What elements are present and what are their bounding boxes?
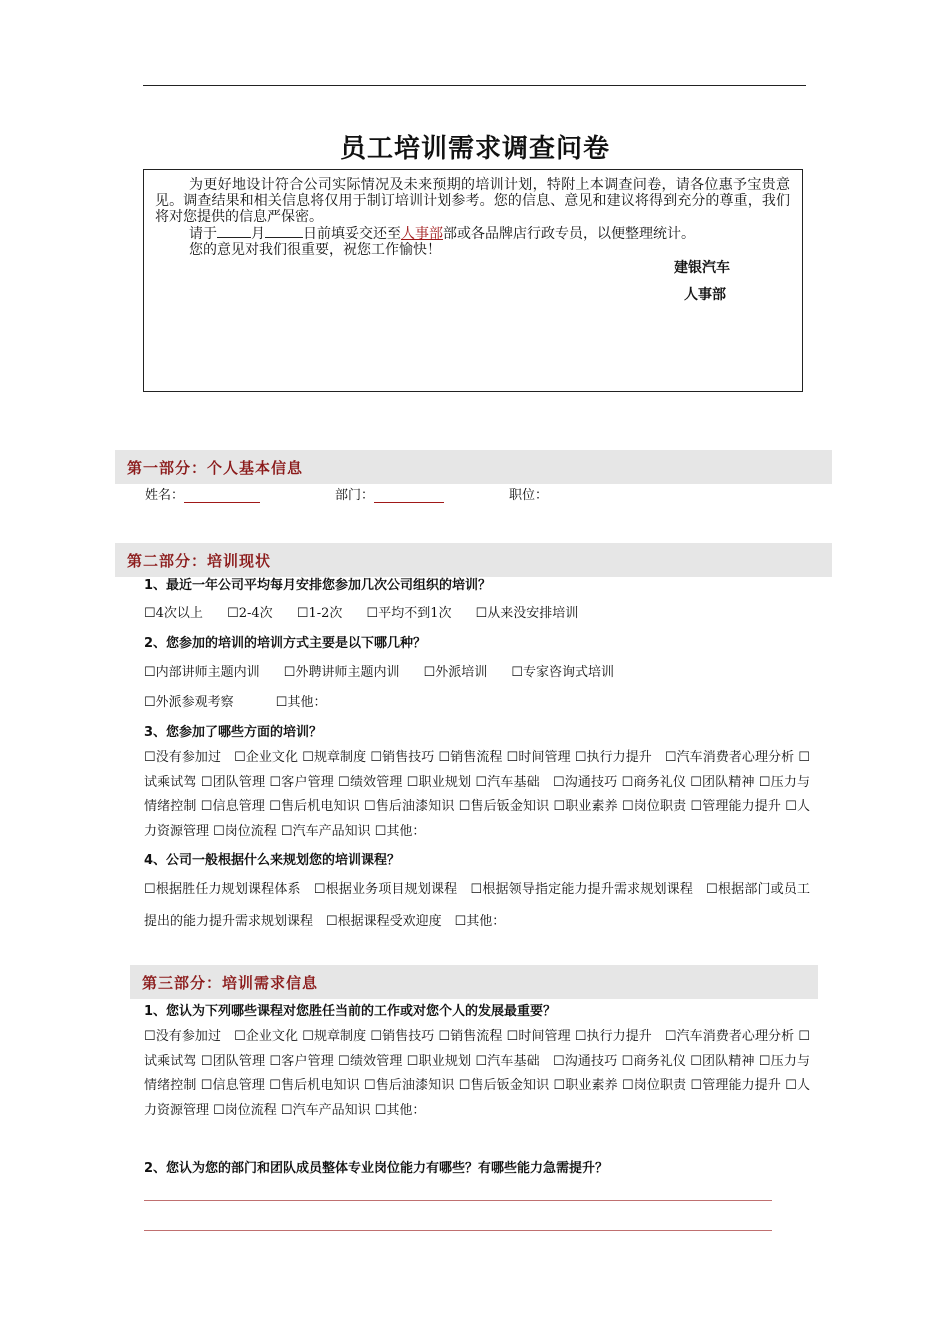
dept-field[interactable] xyxy=(335,484,444,503)
section-title-part2: 第二部分：培训现状 xyxy=(127,552,272,570)
intro-closing: 您的意见对我们很重要，祝您工作愉快！ xyxy=(189,242,441,258)
dept-blank[interactable] xyxy=(374,487,444,503)
option-checkbox[interactable]: ☐2-4次 xyxy=(227,606,273,621)
name-label: 姓名： xyxy=(145,488,185,503)
name-field[interactable] xyxy=(145,484,260,503)
intro-paragraph: 为更好地设计符合公司实际情况及未来预期的培训计划，特附上本调查问卷，请各位惠予宝贵意见。调查结果和相关信息将仅用于制订培训计划参考。您的信息、意见和建议将得到充分的尊重，我们将对您提供的信息严保密。 xyxy=(155,177,790,225)
option-checkbox[interactable]: ☐外派培训 xyxy=(423,665,488,680)
part2-q3-options[interactable]: ☐没有参加过 ☐企业文化 ☐规章制度 ☐销售技巧 ☐销售流程 ☐时间管理 ☐执行力提升 ☐汽车消费者心理分析 ☐试乘试驾 ☐团队管理 ☐客户管理 ☐绩效管理 ☐职业规划 ☐汽车基础 ☐沟通技巧 ☐商务礼仪 ☐团队精神 ☐压力与情绪控制 ☐信息管理 ☐售后机电知识 ☐售后油漆知识 ☐售后钣金知识 ☐职业素养 ☐岗位职责 ☐管理能力提升 ☐人力资源管理 ☐岗位流程 ☐汽车产品知识 ☐其他： xyxy=(144,750,810,840)
section-header-part3 xyxy=(130,965,818,999)
option-checkbox[interactable]: ☐其他： xyxy=(275,695,327,710)
signature-company: 建银汽车 xyxy=(674,260,730,276)
part3-question-1: 1、您认为下列哪些课程对您胜任当前的工作或对您个人的发展最重要？ xyxy=(144,1004,557,1019)
answer-line[interactable] xyxy=(144,1230,772,1231)
section-title-part1: 第一部分：个人基本信息 xyxy=(127,459,304,477)
top-rule xyxy=(143,85,806,86)
option-checkbox[interactable]: ☐外聘讲师主题内训 xyxy=(283,665,400,680)
section-header-part1 xyxy=(115,450,832,484)
signature-department: 人事部 xyxy=(684,287,726,303)
option-checkbox[interactable]: ☐内部讲师主题内训 xyxy=(144,665,260,680)
option-checkbox[interactable]: ☐专家咨询式培训 xyxy=(511,665,615,680)
option-checkbox[interactable]: ☐从来没安排培训 xyxy=(475,606,579,621)
option-checkbox[interactable]: ☐外派参观考察 xyxy=(144,695,234,710)
position-field[interactable] xyxy=(509,484,548,503)
deadline-month: 月 xyxy=(251,226,265,242)
hr-department-link: 人事部 xyxy=(401,226,443,242)
dept-label: 部门： xyxy=(335,488,375,503)
deadline-suffix: 部或各品牌店行政专员，以便整理统计。 xyxy=(443,226,695,242)
part2-q4-options[interactable]: ☐根据胜任力规划课程体系 ☐根据业务项目规划课程 ☐根据领导指定能力提升需求规划课程 ☐根据部门或员工提出的能力提升需求规划课程 ☐根据课程受欢迎度 ☐其他： xyxy=(144,882,810,929)
part3-q1-options[interactable]: ☐没有参加过 ☐企业文化 ☐规章制度 ☐销售技巧 ☐销售流程 ☐时间管理 ☐执行力提升 ☐汽车消费者心理分析 ☐试乘试驾 ☐团队管理 ☐客户管理 ☐绩效管理 ☐职业规划 ☐汽车基础 ☐沟通技巧 ☐商务礼仪 ☐团队精神 ☐压力与情绪控制 ☐信息管理 ☐售后机电知识 ☐售后油漆知识 ☐售后钣金知识 ☐职业素养 ☐岗位职责 ☐管理能力提升 ☐人力资源管理 ☐岗位流程 ☐汽车产品知识 ☐其他： xyxy=(144,1029,810,1119)
part2-q2-options-row1 xyxy=(144,661,809,680)
deadline-prefix: 请于 xyxy=(189,226,217,242)
part2-question-2: 2、您参加的培训的培训方式主要是以下哪几种？ xyxy=(144,636,427,651)
answer-line[interactable] xyxy=(144,1200,772,1201)
position-label: 职位： xyxy=(509,488,549,503)
month-blank[interactable] xyxy=(217,237,251,238)
option-checkbox[interactable]: ☐平均不到1次 xyxy=(366,606,452,621)
option-checkbox[interactable]: ☐1-2次 xyxy=(296,606,343,621)
intro-deadline xyxy=(189,226,695,242)
name-blank[interactable] xyxy=(184,487,260,503)
page-title: 员工培训需求调查问卷 xyxy=(339,134,610,164)
section-title-part3: 第三部分：培训需求信息 xyxy=(142,974,319,992)
part2-question-4: 4、公司一般根据什么来规划您的培训课程？ xyxy=(144,853,401,868)
part2-question-1: 1、最近一年公司平均每月安排您参加几次公司组织的培训？ xyxy=(144,578,492,593)
day-blank[interactable] xyxy=(265,237,303,238)
option-checkbox[interactable]: ☐4次以上 xyxy=(144,606,203,621)
section-header-part2 xyxy=(115,543,832,577)
deadline-mid: 日前填妥交还至 xyxy=(303,226,401,242)
part2-q1-options xyxy=(144,602,809,621)
part2-question-3: 3、您参加了哪些方面的培训？ xyxy=(144,725,323,740)
part3-question-2: 2、您认为您的部门和团队成员整体专业岗位能力有哪些？有哪些能力急需提升？ xyxy=(144,1161,609,1176)
part2-q2-options-row2 xyxy=(144,691,809,710)
